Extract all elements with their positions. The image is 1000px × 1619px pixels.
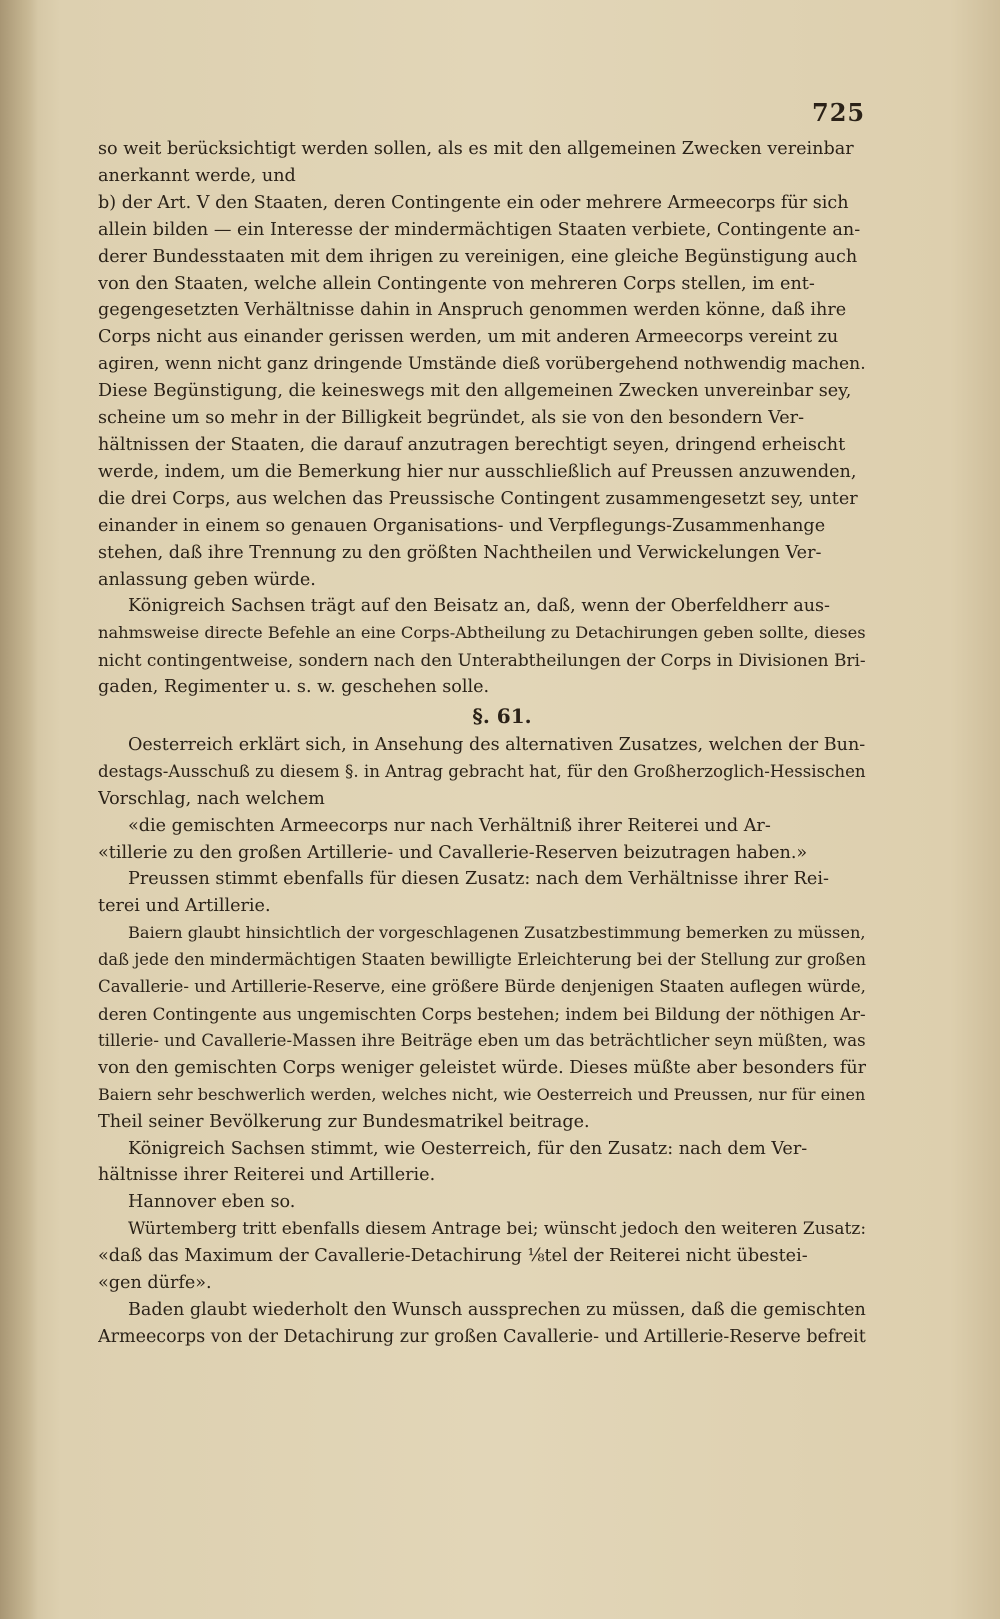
page-number: 725 [812, 98, 866, 127]
text-line: so weit berücksichtigt werden sollen, als es mit den allgemeinen Zwecken vereinbar [98, 139, 854, 159]
quote-line: «gen dürfe». [98, 1273, 212, 1294]
text-line: hältnisse ihrer Reiterei und Artillerie. [98, 1165, 436, 1186]
text-line: b) der Art. V den Staaten, deren Contingente ein oder mehrere Armeecorps für sich [98, 192, 849, 213]
text-line: nicht contingentweise, sondern nach den Unterabtheilungen der Corps in Divisionen Bri- [98, 650, 866, 671]
text-line: anerkannt werde, und [98, 165, 296, 186]
text-line: daß jede den mindermächtigen Staaten bewilligte Erleichterung bei der Stellung zur großen [98, 950, 866, 970]
quote-line: «die gemischten Armeecorps nur nach Verhältniß ihrer Reiterei und Ar- [128, 815, 771, 836]
text-line: Baden glaubt wiederholt den Wunsch aussprechen zu müssen, daß die gemischten [128, 1299, 866, 1320]
text-line: terei und Artillerie. [98, 896, 271, 917]
text-line: Baiern sehr beschwerlich werden, welches nicht, wie Oesterreich und Preussen, nur für einen [98, 1084, 866, 1104]
quote-line: «daß das Maximum der Cavallerie-Detachirung ⅛tel der Reiterei nicht übestei- [98, 1246, 808, 1267]
text-line: scheine um so mehr in der Billigkeit begründet, als sie von den besondern Ver- [98, 408, 805, 429]
body-text [98, 136, 866, 1351]
text-line: gaden, Regimenter u. s. w. geschehen solle. [98, 677, 490, 698]
text-line: Diese Begünstigung, die keineswegs mit den allgemeinen Zwecken unvereinbar sey, [98, 381, 852, 402]
text-line: stehen, daß ihre Trennung zu den größten Nachtheilen und Verwickelungen Ver- [98, 542, 822, 563]
text-line: werde, indem, um die Bemerkung hier nur ausschließlich auf Preussen anzuwenden, [98, 461, 857, 482]
book-spine-shadow [0, 0, 38, 1619]
text-line: einander in einem so genauen Organisations- und Verpflegungs-Zusammenhange [98, 515, 826, 536]
text-line: von den Staaten, welche allein Contingente von mehreren Corps stellen, im ent- [98, 273, 815, 294]
text-line: Vorschlag, nach welchem [98, 788, 325, 809]
text-line: Armeecorps von der Detachirung zur großen Cavallerie- und Artillerie-Reserve befreit [98, 1326, 866, 1347]
text-line: Würtemberg tritt ebenfalls diesem Antrage bei; wünscht jedoch den weiteren Zusatz: [128, 1219, 866, 1240]
text-line: Oesterreich erklärt sich, in Ansehung des alternativen Zusatzes, welchen der Bun- [128, 734, 866, 755]
text-line: destags-Ausschuß zu diesem §. in Antrag gebracht hat, für den Großherzoglich-Hessischen [98, 761, 866, 781]
text-line: hältnissen der Staaten, die darauf anzutragen berechtigt seyen, dringend erheischt [98, 434, 846, 455]
text-line: nahmsweise directe Befehle an eine Corps-Abtheilung zu Detachirungen geben sollte, dieses [98, 623, 866, 643]
text-line: Königreich Sachsen stimmt, wie Oesterreich, für den Zusatz: nach dem Ver- [128, 1138, 808, 1159]
text-line: gegengesetzten Verhältnisse dahin in Anspruch genommen werden könne, daß ihre [98, 300, 847, 321]
text-line: Baiern glaubt hinsichtlich der vorgeschlagenen Zusatzbestimmung bemerken zu müssen, [128, 923, 866, 943]
text-line: Corps nicht aus einander gerissen werden, um mit anderen Armeecorps vereint zu [98, 327, 839, 348]
text-line: deren Contingente aus ungemischten Corps bestehen; indem bei Bildung der nöthigen Ar- [98, 1004, 866, 1024]
text-line: die drei Corps, aus welchen das Preussische Contingent zusammengesetzt sey, unter [98, 488, 858, 509]
text-line: Cavallerie- und Artillerie-Reserve, eine größere Bürde denjenigen Staaten auflegen würde, [98, 977, 866, 997]
text-line: Theil seiner Bevölkerung zur Bundesmatrikel beitrage. [98, 1111, 590, 1132]
text-line: derer Bundesstaaten mit dem ihrigen zu vereinigen, eine gleiche Begünstigung auch [98, 246, 858, 267]
text-line: anlassung geben würde. [98, 569, 316, 590]
text-line: von den gemischten Corps weniger geleistet würde. Dieses müßte aber besonders für [98, 1057, 866, 1078]
text-line: tillerie- und Cavallerie-Massen ihre Beiträge eben um das beträchtlicher seyn müßten, was [98, 1030, 866, 1050]
text-line: allein bilden — ein Interesse der mindermächtigen Staaten verbiete, Contingente an- [98, 219, 861, 240]
quote-line: «tillerie zu den großen Artillerie- und Cavallerie-Reserven beizutragen haben.» [98, 842, 808, 863]
text-line: Preussen stimmt ebenfalls für diesen Zusatz: nach dem Verhältnisse ihrer Rei- [128, 869, 829, 890]
text-line: Hannover eben so. [128, 1192, 296, 1213]
text-line: Königreich Sachsen trägt auf den Beisatz an, daß, wenn der Oberfeldherr aus- [128, 596, 831, 617]
section-heading: §. 61. [472, 704, 532, 729]
text-line: agiren, wenn nicht ganz dringende Umstände dieß vorübergehend nothwendig machen. [98, 354, 866, 375]
